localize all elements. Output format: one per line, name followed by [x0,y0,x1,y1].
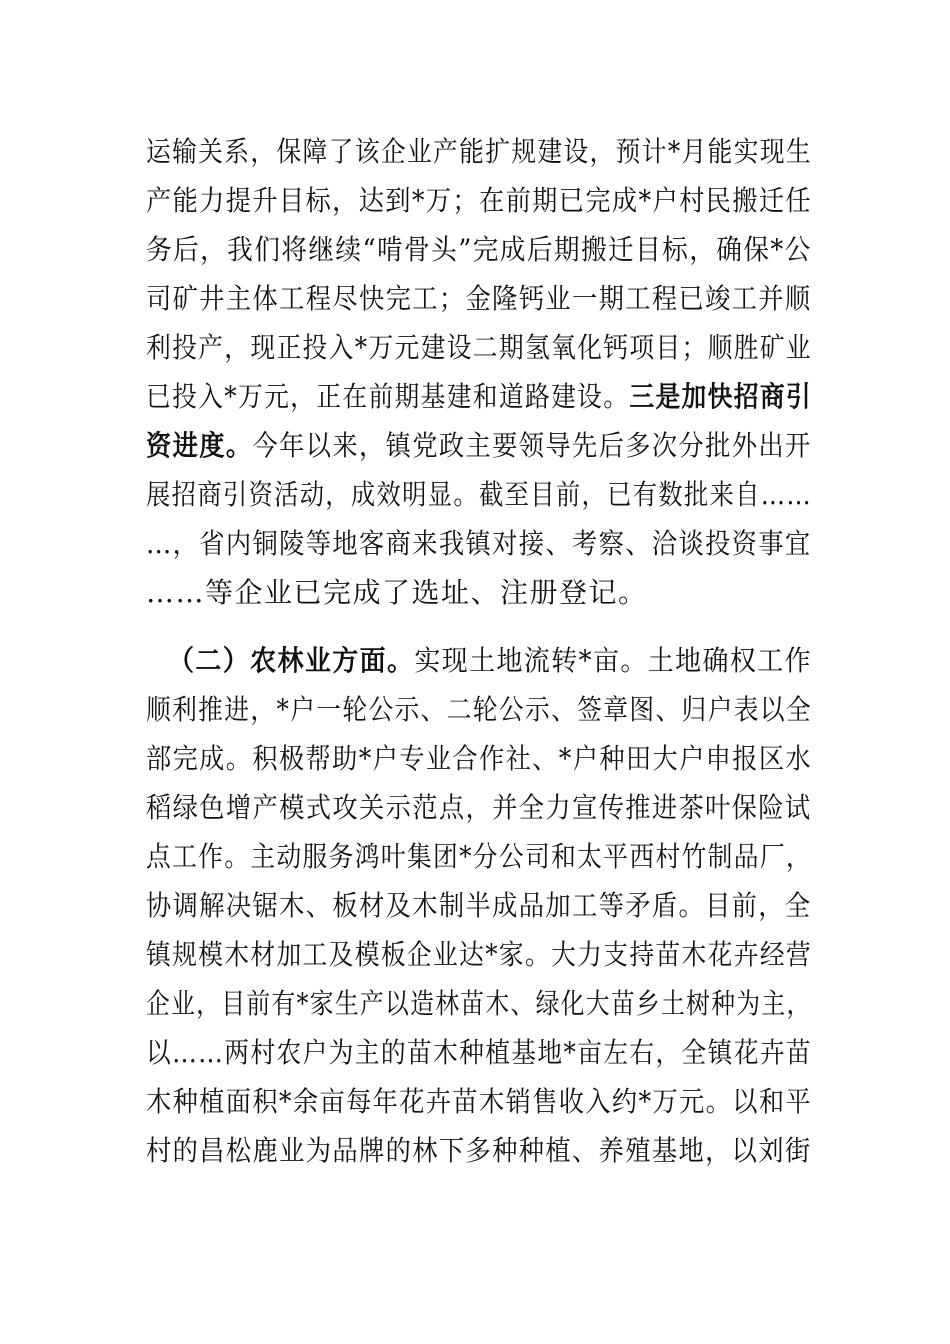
text-span: 运输关系，保障了该企业产能扩规建设，预计*月能实现生 [146,135,813,168]
section-heading: （二）农林业方面。 [168,644,415,677]
text-span: …，省内铜陵等地客商来我镇对接、考察、洽谈投资事宜 [146,527,812,560]
text-span: 部完成。积极帮助*户专业合作社、*户种田大户申报区水 [146,742,813,775]
text-line [146,232,812,268]
text-line [146,1035,813,1071]
text-line [146,692,813,728]
text-line [146,888,812,924]
text-span: 点工作。主动服务鸿叶集团*分公司和太平西村竹制品厂， [146,840,813,873]
text-line [146,526,812,562]
text-line [146,575,810,611]
text-line [146,281,812,317]
text-span: 稻绿色增产模式攻关示范点，并全力宣传推进茶叶保险试 [146,791,812,824]
text-span: 企业，目前有*家生产以造林苗木、绿化大苗乡土树种为主， [146,987,812,1020]
text-span: 实现土地流转*亩。土地确权工作 [414,644,813,677]
text-line [146,379,813,415]
text-span: 司矿井主体工程尽快完工；金隆钙业一期工程已竣工并顺 [146,282,812,315]
text-span: 利投产，现正投入*万元建设二期氢氧化钙项目；顺胜矿业 [146,331,813,364]
text-line [146,477,813,513]
text-span: 务后，我们将继续“啃骨头”完成后期搬迁目标，确保*公 [146,233,812,266]
text-line [146,741,813,777]
text-span: ……等企业已完成了选址、注册登记。 [146,576,648,609]
text-line [146,986,812,1022]
text-line [146,134,813,170]
text-span: 今年以来，镇党政主要领导先后多次分批外出开 [252,429,812,462]
text-line [146,1084,813,1120]
text-span: 已投入*万元，正在前期基建和道路建设。 [146,380,630,413]
text-span: 以……两村农户为主的苗木种植基地*亩左右，全镇花卉苗 [146,1036,813,1069]
text-span: 协调解决锯木、板材及木制半成品加工等矛盾。目前，全 [146,889,812,922]
bold-heading-span: 三是加快招商引 [629,380,813,413]
text-line [168,643,813,679]
text-span: 顺利推进，*户一轮公示、二轮公示、签章图、归户表以全 [146,693,813,726]
text-line [146,839,813,875]
text-line [146,183,813,219]
text-span: 村的昌松鹿业为品牌的林下多种种植、养殖基地，以刘街 [146,1134,812,1167]
text-line [146,428,812,464]
text-line [146,330,813,366]
text-span: 木种植面积*余亩每年花卉苗木销售收入约*万元。以和平 [146,1085,813,1118]
text-line [146,937,813,973]
text-span: 镇规模木材加工及模板企业达*家。大力支持苗木花卉经营 [146,938,813,971]
bold-heading-span: 资进度。 [146,429,253,462]
text-line [146,1133,812,1169]
text-line [146,790,812,826]
text-span: 展招商引资活动，成效明显。截至目前，已有数批来自…… [146,478,813,511]
text-span: 产能力提升目标，达到*万；在前期已完成*户村民搬迁任 [146,184,813,217]
